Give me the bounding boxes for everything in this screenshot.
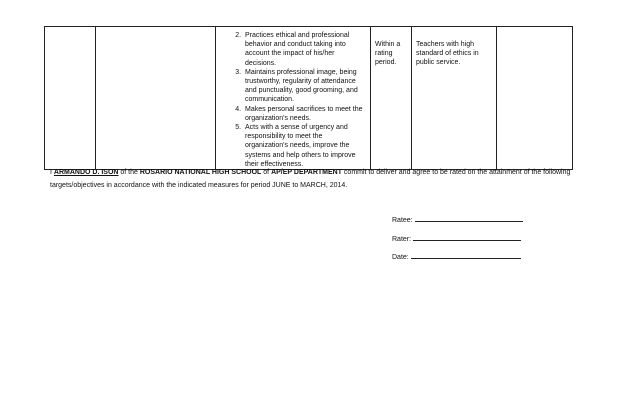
timeline-text: Within a rating period. [375,41,401,67]
school-name: ROSARIO NATIONAL HIGH SCHOOL [139,169,262,176]
table-cell-empty [96,27,216,170]
ratee-label: Ratee: [392,217,413,224]
list-item: 2. Practices ethical and professional behavior and conduct taking into account the impact of his/her decisions. [243,31,366,68]
date-signature [392,251,521,261]
ratee-signature-line[interactable] [415,214,523,222]
rater-signature [392,233,521,243]
success-indicators-cell [216,27,371,170]
commit-text: of [261,169,272,176]
list-item: 4. Makes personal sacrifices to meet the organization's needs. [243,105,366,123]
ratee-signature [392,214,523,224]
measure-text: Teachers with high standard of ethics in public service. [416,41,479,67]
measure-cell [412,27,497,170]
table-row [45,27,573,170]
department-name: AP/EP DEPARTMENT [271,169,342,176]
table-cell-empty [497,27,573,170]
performance-table-wrap [44,26,566,168]
list-item: 3. Maintains professional image, being trustworthy, regularity of attendance and punctuality, good grooming, and communication. [243,68,366,105]
indicator-list [216,31,366,169]
performance-table [44,26,573,170]
list-item: 5. Acts with a sense of urgency and responsibility to meet the organization's needs, improve the systems and help others to improve their effectiveness. [243,123,366,169]
date-signature-line[interactable] [411,251,521,259]
table-cell-empty [45,27,96,170]
rater-label: Rater: [392,236,412,243]
ratee-name: ARMANDO D. ISON [53,169,119,176]
rater-signature-line[interactable] [413,233,521,241]
timeline-cell [371,27,412,170]
commitment-statement [50,167,580,192]
commit-text: commit to deliver and agree to be rated on the attainment of the following targets/objectives in accordance with the indicated measures for period JUNE to MARCH, 2014. [50,169,571,189]
commit-text: I [50,169,54,176]
date-label: Date: [392,254,409,261]
commit-text: of the [118,169,140,176]
